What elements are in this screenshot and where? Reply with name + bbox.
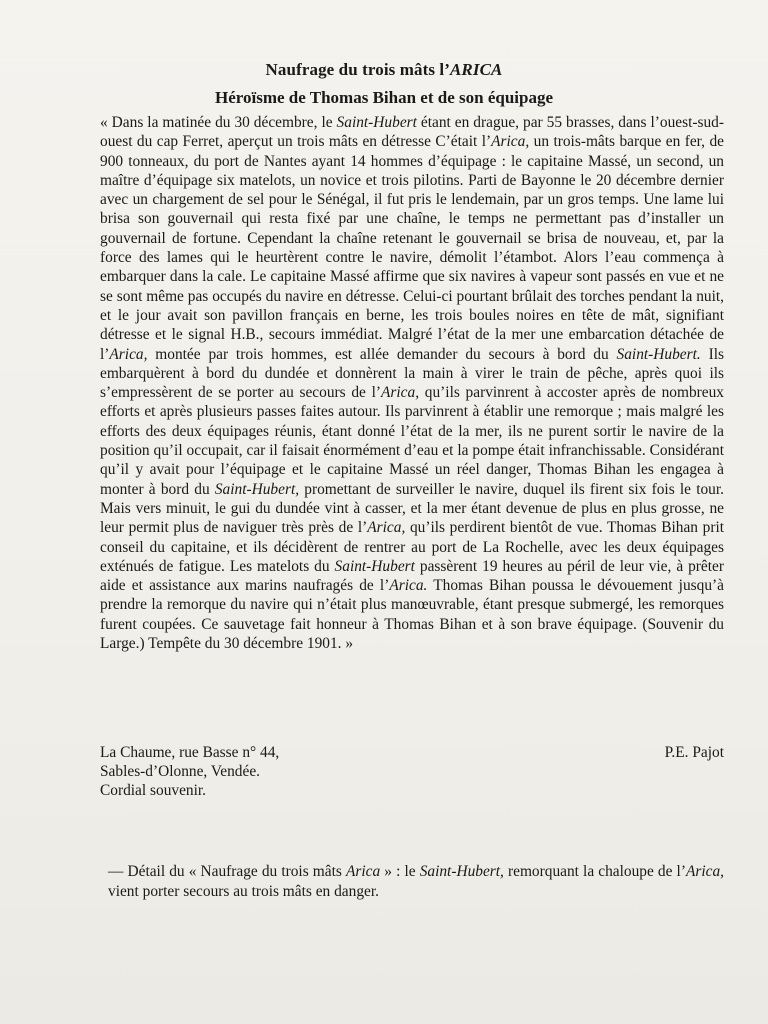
caption-segment: » : le <box>380 863 420 880</box>
body-segment: Arica. <box>389 577 428 595</box>
body-segment: Ils embarquèrent à bord du dundée et donnèrent la main à virer le train de pêche, après quoi ils s’empressèrent de se porter au secours de l’ <box>100 345 724 402</box>
body-segment: promettant de surveiller le navire, duquel ils firent six fois le tour. Mais vers minuit, le gui du dundée vint à casser, et la mer étant devenue de plus en plus grosse, ne leur permit plus de naviguer très près de l’ <box>100 480 724 537</box>
body-segment: qu’ils perdirent bientôt de vue. Thomas Bihan prit conseil du capitaine, et ils décidèrent de rentrer au port de La Rochelle, avec les deux équipages exténués de fatigue. Les matelots du <box>100 519 725 575</box>
body-segment: passèrent 19 heures au péril de leur vie, à prêter aide et assistance aux marins naufragés de l’ <box>100 557 725 595</box>
caption-segment: remorquant la chaloupe de l’ <box>503 863 686 880</box>
body-segment: Thomas Bihan poussa le dévouement jusqu’à prendre la remorque du navire qui n’était plus manœuvrable, étant presque submergé, les remorques furent coupées. Ce sauvetage fait honneur à Thomas Bihan et à son brave équipage. (Souvenir du Large.) Tempête du 30 décembre 1901. » <box>100 577 724 653</box>
image-caption <box>108 862 724 901</box>
article-subtitle: Héroïsme de Thomas Bihan et de son équipage <box>215 88 553 107</box>
body-segment: « Dans la matinée du 30 décembre, le <box>100 114 337 131</box>
caption-segment: Saint-Hubert, <box>419 863 504 880</box>
caption-segment: vient porter secours au trois mâts en danger. <box>108 882 379 900</box>
body-segment: Arica, <box>491 133 530 151</box>
caption-segment: Arica <box>345 863 381 880</box>
article-body <box>100 113 724 653</box>
body-segment: un trois-mâts barque en fer, de 900 tonneaux, du port de Nantes ayant 14 hommes d’équipage : le capitaine Massé, un second, un maître d’équipage six matelots, un novice et trois pilotins. Parti de Bayonne le 20 décembre dernier avec un chargement de sel pour le Sénégal, il fut pris le lendemain, par un gros temps. Une lame lui brisa son gouvernail qui resta fixé par une chaîne, le temps ne permettant pas d’installer un gouvernail de fortune. Cependant la chaîne retenant le gouvernail se brisa de nouveau, et, par la force des lames qui le heurtèrent contre le navire, démolit l’étambot. Alors l’eau commença à embarquer dans la cale. Le capitaine Massé affirme que six navires à vapeur sont passés en vue et ne se sont même pas occupés du navire en détresse. Celui-ci pourtant brûlait des torches pendant la nuit, et le jour avait son pavillon français en berne, les trois boules noires en tête de mât, signifiant détresse et le signal H.B., secours immédiat. Malgré l’état de la mer une embarcation détachée de l’ <box>100 133 724 363</box>
body-segment: Saint-Hubert, <box>214 480 300 498</box>
body-segment: Saint-Hubert <box>336 114 417 131</box>
title-ship-name: ARICA <box>449 60 503 79</box>
body-segment: étant en drague, par 55 brasses, dans l’ouest-sud-ouest du cap Ferret, aperçut un trois mâts en détresse C’était l’ <box>100 114 724 151</box>
body-segment: qu’ils parvinrent à accoster après de nombreux efforts et après plusieurs passes faites autour. Ils parvinrent à établir une remorque ; mais malgré les efforts des deux équipages réunis, étant donné l’état de la mer, ils ne purent sortir le navire de la position qu’il occupait, car il faisait énormément d’eau et la pompe était infranchissable. Considérant qu’il y avait pour l’équipage et le capitaine Massé un réel danger, Thomas Bihan les engagea à monter à bord du <box>100 384 724 498</box>
author-signature: P.E. Pajot <box>664 744 724 761</box>
caption-segment: Arica, <box>685 863 724 880</box>
body-segment: Saint-Hubert <box>334 557 415 575</box>
address-line-2: Sables-d’Olonne, Vendée. <box>100 763 260 780</box>
caption-segment: — Détail du « Naufrage du trois mâts <box>108 863 346 880</box>
signature-row <box>100 743 724 762</box>
body-segment: Arica, <box>367 519 406 537</box>
title-prefix: Naufrage du trois mâts l’ <box>265 60 450 79</box>
address-line-1: La Chaume, rue Basse n° 44, <box>100 744 280 761</box>
body-segment: Arica, <box>381 384 420 402</box>
closing-line: Cordial souvenir. <box>100 782 207 799</box>
article-title <box>0 60 768 80</box>
body-segment: Arica, <box>109 345 148 363</box>
body-segment: montée par trois hommes, est allée demander du secours à bord du <box>147 345 617 363</box>
body-segment: Saint-Hubert. <box>616 345 701 363</box>
